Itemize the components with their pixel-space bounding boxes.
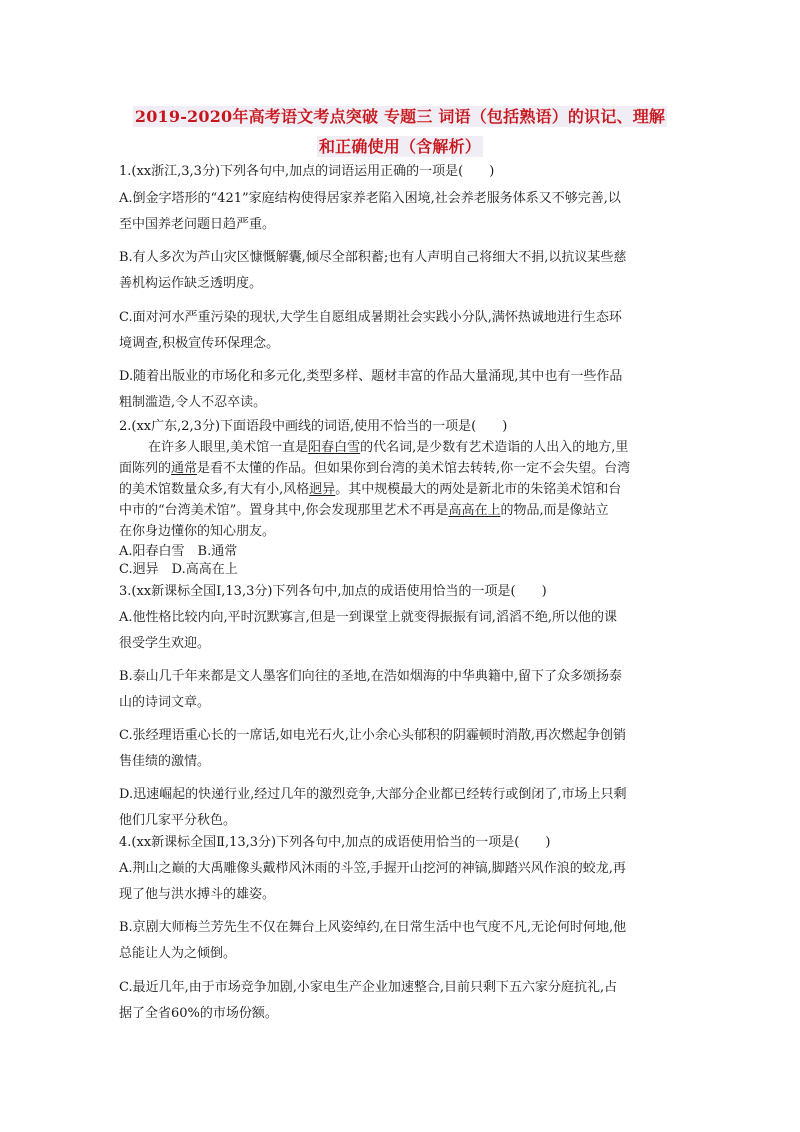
question-4-stem: 4.(xx新课标全国Ⅱ,13,3分)下列各句中,加点的成语使用恰当的一项是( ): [119, 835, 551, 850]
question-2-passage-line: 在你身边懂你的知心朋友。: [119, 524, 276, 539]
question-2-passage-line: 在许多人眼里,美术馆一直是阳春白雪的代名词,是少数有艺术造诣的人出入的地方,里: [148, 440, 629, 455]
question-1-option-a-cont: 至中国养老问题日趋严重。: [119, 217, 276, 232]
question-4-option-c: C.最近几年,由于市场竞争加剧,小家电生产企业加速整合,目前只剩下五六家分庭抗礼,占: [119, 980, 618, 995]
question-3-stem: 3.(xx新课标全国Ⅰ,13,3分)下列各句中,加点的成语使用恰当的一项是( ): [119, 584, 547, 599]
question-2-options-row-2: C.迥异 D.高高在上: [119, 562, 238, 577]
question-3-option-c: C.张经理语重心长的一席话,如电光石火,让小余心头郁积的阴霾顿时消散,再次燃起争创销: [119, 728, 627, 743]
question-1-option-d: D.随着出版业的市场化和多元化,类型多样、题材丰富的作品大量涌现,其中也有一些作品: [119, 369, 623, 384]
underlined-term: 迥异: [309, 482, 336, 497]
question-3-option-a-cont: 很受学生欢迎。: [119, 636, 211, 651]
question-1-option-c: C.面对河水严重污染的现状,大学生自愿组成暑期社会实践小分队,满怀热诚地进行生态环: [119, 310, 622, 325]
underlined-term: 高高在上: [448, 503, 501, 518]
question-4-option-b: B.京剧大师梅兰芳先生不仅在舞台上风姿绰约,在日常生活中也气度不凡,无论何时何地,他: [119, 920, 627, 935]
question-2-passage-line: 的美术馆数量众多,有大有小,风格迥异。其中规模最大的两处是新北市的朱铭美术馆和台: [119, 482, 622, 497]
question-4-option-a-cont: 现了他与洪水搏斗的雄姿。: [119, 887, 276, 902]
question-1-option-d-cont: 粗制滥造,令人不忍卒读。: [119, 395, 267, 410]
question-1-option-a: A.倒金字塔形的“421”家庭结构使得居家养老陷入困境,社会养老服务体系又不够完善,以: [119, 191, 621, 206]
document-title-line-2: 和正确使用（含解析）: [318, 137, 481, 156]
question-3-option-b-cont: 山的诗词文章。: [119, 695, 211, 710]
question-1-option-b: B.有人多次为芦山灾区慷慨解囊,倾尽全部积蓄;也有人声明自己将细大不捐,以抗议某些慈: [119, 250, 627, 265]
question-2-options-row-1: A.阳春白雪 B.通常: [119, 544, 238, 559]
question-1-option-b-cont: 善机构运作缺乏透明度。: [119, 276, 263, 291]
question-1-option-c-cont: 境调查,积极宣传环保理念。: [119, 336, 280, 351]
question-3-option-d: D.迅速崛起的快递行业,经过几年的激烈竞争,大部分企业都已经转行或倒闭了,市场上只剩: [119, 787, 627, 802]
question-3-option-b: B.泰山几千年来都是文人墨客们向往的圣地,在浩如烟海的中华典籍中,留下了众多颂扬泰: [119, 669, 622, 684]
question-3-option-c-cont: 售佳绩的激情。: [119, 754, 211, 769]
underlined-term: 阳春白雪: [308, 440, 361, 455]
underlined-term: 通常: [171, 461, 198, 476]
question-3-option-d-cont: 他们几家平分秋色。: [119, 813, 237, 828]
question-4-option-b-cont: 总能让人为之倾倒。: [119, 946, 237, 961]
question-4-option-a: A.荆山之巅的大禹雕像头戴栉风沐雨的斗笠,手握开山挖河的神镐,脚踏兴风作浪的蛟龙,再: [119, 861, 626, 876]
question-2-stem: 2.(xx广东,2,3分)下面语段中画线的词语,使用不恰当的一项是( ): [119, 419, 508, 434]
question-4-option-c-cont: 据了全省60%的市场份额。: [119, 1006, 278, 1021]
question-1-stem: 1.(xx浙江,3,3分)下列各句中,加点的词语运用正确的一项是( ): [119, 164, 495, 179]
question-3-option-a: A.他性格比较内向,平时沉默寡言,但是一到课堂上就变得振振有词,滔滔不绝,所以他的课: [119, 610, 618, 625]
document-title-line-1: 2019-2020年高考语文考点突破 专题三 词语（包括熟语）的识记、理解: [134, 107, 666, 126]
question-2-passage-line: 中市的“台湾美术馆”。置身其中,你会发现那里艺术不再是高高在上的物品,而是像站立: [119, 503, 609, 518]
question-2-passage-line: 面陈列的通常是看不太懂的作品。但如果你到台湾的美术馆去转转,你一定不会失望。台湾: [119, 461, 631, 476]
